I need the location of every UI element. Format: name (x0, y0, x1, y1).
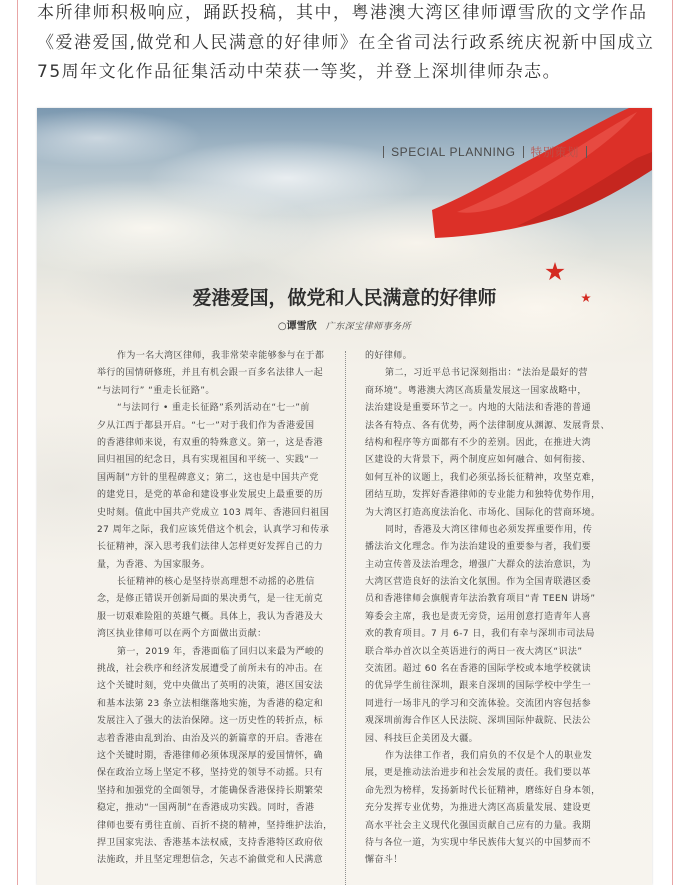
body-line: 的香港律师来说，有双重的特殊意义。第一，这是香港 (97, 437, 324, 448)
body-line: 展，更是推动法治进步和社会发展的责任。我们要以革 (365, 768, 592, 779)
body-line: 27 周年之际，我们应该凭借这个机会，认真学习和传承 (97, 524, 330, 535)
body-line: 商环境”。粤港澳大湾区高质量发展这一国家战略中， (365, 385, 587, 396)
body-line: 员和香港律师会旗舰青年法治教育项目“青 TEEN 讲场” (365, 594, 596, 605)
body-line: 挑战，社会秩序和经济发展遭受了前所未有的冲击。在 (97, 664, 324, 675)
body-line: 法施政，并且坚定理想信念，矢志不渝做党和人民满意 (97, 855, 324, 866)
section-header-divider (523, 146, 524, 158)
body-line: 结构和程序等方面都有不少的差别。因此，在推进大湾 (365, 437, 592, 448)
intro-line: 75周年文化作品征集活动中荣获一等奖，并登上深圳律师杂志。 (37, 62, 562, 82)
body-line: 的好律师。 (365, 351, 413, 361)
body-line: 回归祖国的纪念日，具有实现祖国和平统一、实践“一 (97, 455, 319, 466)
body-line: 的建党日，是党的革命和建设事业发展史上最重要的历 (97, 490, 324, 501)
section-header-en: SPECIAL PLANNING (391, 145, 516, 159)
body-line: “与法同行 • 重走长征路”系列活动在“七一”前 (117, 403, 310, 414)
body-line: 这个关键时期，香港律师必须体现深厚的爱国情怀，确 (97, 750, 324, 761)
body-line: 播法治文化理念。作为法治建设的重要参与者，我们要 (365, 542, 592, 553)
body-line: 充分发挥专业优势，为推进大湾区高质量发展、建设更 (365, 803, 592, 814)
byline (37, 320, 652, 334)
body-line: 法治建设是重要环节之一。内地的大陆法和香港的普通 (365, 403, 592, 414)
body-line: 联合举办首次以全英语进行的两日一夜大湾区“识法” (365, 646, 583, 657)
body-line: 大湾区营造良好的法治文化氛围。作为全国青联港区委 (365, 577, 592, 588)
body-line: 命先烈为榜样，发扬新时代长征精神，磨练好自身本领， (365, 785, 601, 796)
section-header-divider (586, 146, 587, 158)
body-line: 发展注入了强大的法治保障。这一历史性的转折点，标 (97, 716, 324, 727)
body-line: 史时刻。值此中国共产党成立 103 周年、香港回归祖国 (97, 507, 330, 518)
body-line: 服一切艰难险阻的英雄气概。具体上，我认为香港及大 (97, 611, 324, 622)
body-line: 律师也要有勇往直前、百折不挠的精神，坚持维护法治， (97, 820, 333, 831)
body-line: “与法同行” “重走长征路”。 (97, 385, 215, 396)
body-line: 这个关键时刻，党中央做出了英明的决策，港区国安法 (97, 681, 324, 692)
body-line: 为大湾区打造高度法治化、市场化、国际化的营商环境。 (365, 507, 601, 518)
body-line: 志着香港由乱到治、由治及兴的新篇章的开启。香港在 (97, 733, 324, 744)
large-star-icon (545, 262, 564, 280)
body-line: 如何互补的议题上，我们必须弘扬长征精神，攻坚克难， (365, 472, 601, 483)
byline-author: ○谭雪欣 (277, 321, 317, 332)
body-line: 作为法律工作者，我们肩负的不仅是个人的职业发 (385, 750, 593, 761)
page-frame-right-border (672, 0, 673, 885)
body-line: 团结互助，发挥好香港律师的专业能力和独特优势作用， (365, 490, 601, 501)
body-line: 湾区执业律师可以在两个方面做出贡献： (97, 629, 267, 640)
article-title: 爱港爱国，做党和人民满意的好律师 (192, 287, 497, 309)
body-line: 捍卫国家宪法、香港基本法权威，支持香港特区政府依 (97, 837, 324, 848)
magazine-page-image[interactable] (37, 108, 652, 885)
page-frame-left-border (17, 0, 18, 885)
body-line: 同时，香港及大湾区律师也必须发挥重要作用，传 (385, 524, 593, 535)
body-line: 第一，2019 年，香港面临了回归以来最为严峻的 (117, 646, 324, 657)
intro-line: 《爱港爱国,做党和人民满意的好律师》在全省司法行政系统庆祝新中国成立 (37, 32, 655, 53)
body-line: 作为一名大湾区律师，我非常荣幸能够参与在于都 (117, 351, 325, 361)
body-line: 国两制”方针的里程碑意义；第二，这也是中国共产党 (97, 472, 319, 483)
body-line: 待与各位一道，为实现中华民族伟大复兴的中国梦而不 (365, 837, 592, 848)
body-line: 念，是修正错误开创新局面的果决勇气，是一往无前克 (97, 594, 324, 605)
body-line: 举行的国情研修班，并且有机会跟一百多名法律人一起 (97, 368, 324, 379)
body-line: 筹委会主席，我也是责无旁贷，运用创意打造青年人喜 (365, 611, 592, 622)
body-line: 坚持和加强党的全面领导，才能确保香港保持长期繁荣 (97, 785, 324, 796)
body-line: 主动宣传普及法治理念，增强广大群众的法治意识，为 (365, 559, 592, 570)
body-line: 稳定，推动“一国两制”在香港成功实践。同时，香港 (97, 803, 315, 814)
body-line: 高水平社会主义现代化强国贡献自己应有的力量。我期 (365, 820, 592, 831)
section-header-zh: 特别策划 (530, 145, 579, 159)
body-line: 欢的教育项目。7 月 6-7 日，我们有幸与深圳市司法局 (365, 629, 595, 640)
body-line: 懈奋斗！ (365, 855, 403, 866)
body-line: 的优异学生前往深圳，跟来自深圳的国际学校中学生一 (365, 681, 592, 692)
body-line: 第二，习近平总书记深刻指出：“法治是最好的营 (385, 368, 588, 379)
body-line: 园、科技巨企美团及大疆。 (365, 733, 479, 744)
column-divider (345, 351, 346, 885)
body-line: 同进行一场非凡的学习和交流体验。交流团内容包括参 (365, 698, 592, 709)
intro-paragraph (37, 0, 665, 88)
body-line: 法各有特点、各有优势，两个法律制度从渊源、发展背景、 (365, 420, 610, 431)
right-column (365, 348, 649, 870)
intro-line: 本所律师积极响应，踊跃投稿，其中，粤港澳大湾区律师谭雪欣的文学作品 (37, 3, 648, 23)
body-line: 交流团。超过 60 名在香港的国际学校或本地学校就读 (365, 664, 592, 675)
body-line: 长征精神的核心是坚持崇高理想不动摇的必胜信 (117, 577, 315, 588)
section-header-divider (383, 146, 384, 158)
body-line: 长征精神，深入思考我们法律人怎样更好发挥自己的力 (97, 542, 324, 553)
section-header (376, 144, 594, 160)
body-line: 观深圳前海合作区人民法院、深圳国际仲裁院、民法公 (365, 716, 592, 727)
body-line: 区建设的大背景下，两个制度应如何融合、如何衔接、 (365, 455, 592, 466)
byline-affiliation: 广东深宝律师事务所 (325, 322, 412, 332)
left-column (97, 348, 343, 870)
body-line: 量，为香港、为国家服务。 (97, 559, 211, 570)
body-line: 保在政治立场上坚定不移，坚持党的领导不动摇。只有 (97, 768, 324, 779)
body-line: 和基本法第 23 条立法相继落地实施，为香港的稳定和 (97, 698, 324, 709)
body-line: 夕从江西于都县开启。“七一”对于我们作为香港爱国 (97, 420, 315, 431)
